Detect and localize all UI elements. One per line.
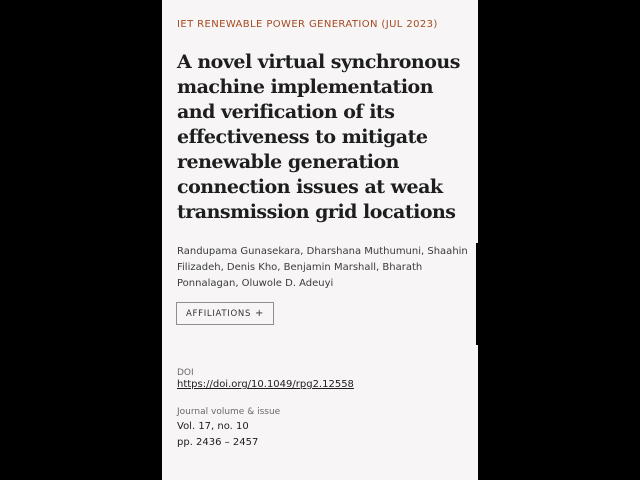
affiliations-button[interactable]: [176, 302, 274, 325]
doi-label: DOI: [177, 368, 194, 378]
volume-issue-value: Vol. 17, no. 10: [177, 421, 249, 432]
divider: [476, 243, 478, 345]
journal-name: IET RENEWABLE POWER GENERATION (JUL 2023): [177, 19, 438, 30]
article-panel: [162, 0, 478, 480]
plus-icon: +: [255, 307, 265, 319]
doi-link[interactable]: https://doi.org/10.1049/rpg2.12558: [177, 379, 354, 390]
volume-issue-label: Journal volume & issue: [177, 407, 281, 417]
affiliations-label: AFFILIATIONS: [186, 308, 252, 319]
article-title: A novel virtual synchronous machine implementation and verification of its effectiveness to mitigate renewable generation connection issues at weak transmission grid locations: [177, 51, 460, 223]
author-list: Randupama Gunasekara, Dharshana Muthumuni, Shaahin Filizadeh, Denis Kho, Benjamin Marshall, Bharath Ponnalagan, Oluwole D. Adeuyi: [177, 246, 468, 289]
page-range: pp. 2436 – 2457: [177, 437, 259, 448]
